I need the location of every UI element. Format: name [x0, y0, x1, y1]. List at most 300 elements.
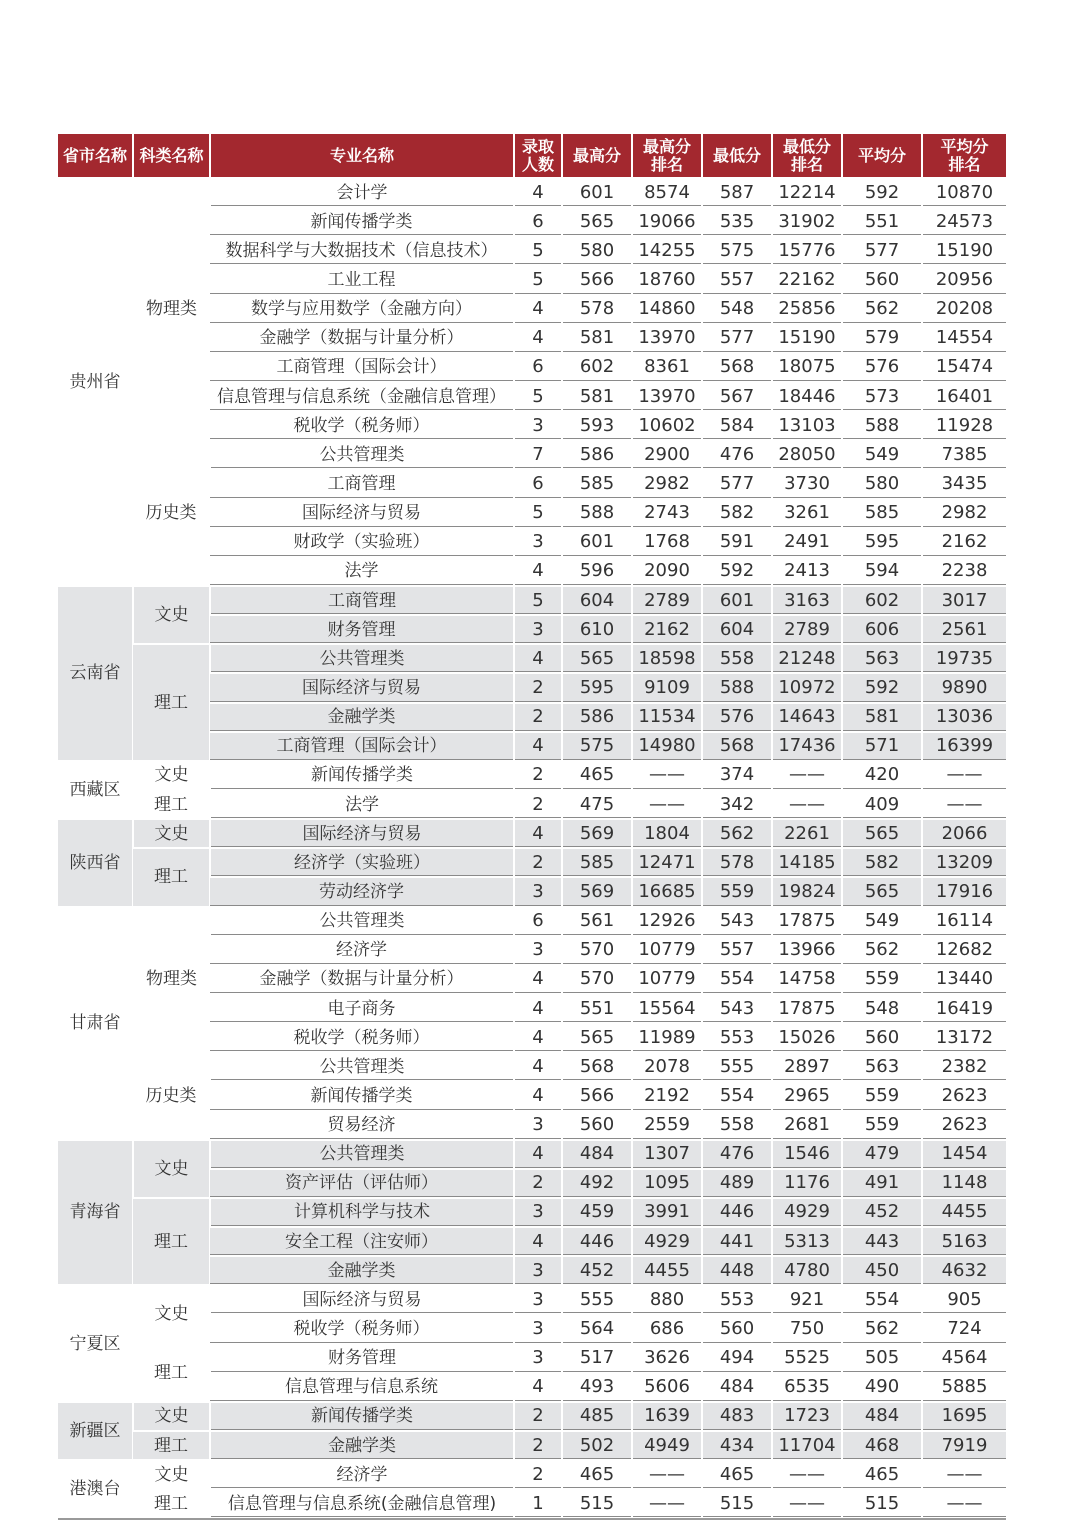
category-cell: 物理类 [133, 907, 210, 1053]
enrolled-cell: 4 [514, 1052, 562, 1081]
major-cell: 公共管理类 [210, 440, 514, 469]
min-score-cell: 557 [702, 936, 772, 965]
max-rank-cell: 8361 [632, 353, 702, 382]
max-rank-cell: 16685 [632, 877, 702, 906]
min-rank-cell: 6535 [772, 1373, 842, 1402]
category-cell: 理工 [133, 1198, 210, 1285]
major-cell: 税收学（税务师） [210, 1314, 514, 1343]
province-cell: 新疆区 [58, 1402, 133, 1460]
avg-score-cell: 490 [842, 1373, 922, 1402]
max-score-cell: 566 [562, 265, 632, 294]
min-score-cell: 448 [702, 1256, 772, 1285]
enrolled-cell: 6 [514, 207, 562, 236]
enrolled-cell: 3 [514, 1314, 562, 1343]
major-cell: 财务管理 [210, 1344, 514, 1373]
major-cell: 经济学 [210, 936, 514, 965]
min-rank-cell: 28050 [772, 440, 842, 469]
table-row [58, 1431, 1006, 1460]
min-rank-cell: 4929 [772, 1198, 842, 1227]
major-cell: 公共管理类 [210, 644, 514, 673]
enrolled-cell: 3 [514, 936, 562, 965]
category-cell: 理工 [133, 1489, 210, 1517]
avg-rank-cell: 16419 [922, 994, 1006, 1023]
max-rank-cell: 13970 [632, 324, 702, 353]
avg-rank-cell: 2238 [922, 557, 1006, 586]
enrolled-cell: 4 [514, 644, 562, 673]
avg-score-cell: 573 [842, 382, 922, 411]
max-rank-cell: 2162 [632, 615, 702, 644]
avg-rank-cell: 17916 [922, 877, 1006, 906]
max-score-cell: 595 [562, 673, 632, 702]
enrolled-cell: 3 [514, 528, 562, 557]
avg-score-cell: 562 [842, 1314, 922, 1343]
max-rank-cell: 2743 [632, 499, 702, 528]
admission-scores-table [58, 134, 1006, 1517]
min-rank-cell: 2789 [772, 615, 842, 644]
header-max-rank [632, 134, 702, 178]
min-score-cell: 446 [702, 1198, 772, 1227]
major-cell: 金融学类 [210, 1431, 514, 1460]
min-rank-cell: 5525 [772, 1344, 842, 1373]
category-cell: 理工 [133, 644, 210, 761]
major-cell: 公共管理类 [210, 907, 514, 936]
avg-rank-cell: 4632 [922, 1256, 1006, 1285]
major-cell: 信息管理与信息系统(金融信息管理) [210, 1489, 514, 1517]
major-cell: 国际经济与贸易 [210, 673, 514, 702]
max-rank-cell: 2559 [632, 1111, 702, 1140]
min-score-cell: 553 [702, 1285, 772, 1314]
avg-score-cell: 479 [842, 1140, 922, 1169]
min-score-cell: 489 [702, 1169, 772, 1198]
avg-score-cell: 559 [842, 965, 922, 994]
min-rank-cell: 3163 [772, 586, 842, 615]
major-cell: 工商管理 [210, 586, 514, 615]
max-score-cell: 452 [562, 1256, 632, 1285]
min-score-cell: 584 [702, 411, 772, 440]
enrolled-cell: 4 [514, 1373, 562, 1402]
min-score-cell: 484 [702, 1373, 772, 1402]
max-score-cell: 580 [562, 236, 632, 265]
max-score-cell: 492 [562, 1169, 632, 1198]
avg-score-cell: 468 [842, 1431, 922, 1460]
min-score-cell: 587 [702, 178, 772, 207]
category-cell: 物理类 [133, 178, 210, 440]
min-rank-cell: 12214 [772, 178, 842, 207]
major-cell: 新闻传播学类 [210, 1081, 514, 1110]
major-cell: 数学与应用数学（金融方向） [210, 295, 514, 324]
header-min-rank [772, 134, 842, 178]
min-rank-cell: 11704 [772, 1431, 842, 1460]
max-rank-cell: —— [632, 790, 702, 819]
avg-rank-cell: —— [922, 1489, 1006, 1517]
header-min-rank-text: 最低分排名 [782, 136, 831, 174]
province-cell: 云南省 [58, 586, 133, 761]
min-score-cell: 548 [702, 295, 772, 324]
max-rank-cell: 2900 [632, 440, 702, 469]
min-score-cell: 592 [702, 557, 772, 586]
max-score-cell: 459 [562, 1198, 632, 1227]
major-cell: 金融学类 [210, 703, 514, 732]
min-rank-cell: 25856 [772, 295, 842, 324]
enrolled-cell: 5 [514, 382, 562, 411]
avg-score-cell: 565 [842, 877, 922, 906]
min-rank-cell: 2897 [772, 1052, 842, 1081]
min-rank-cell: 14758 [772, 965, 842, 994]
max-rank-cell: 18598 [632, 644, 702, 673]
min-rank-cell: 21248 [772, 644, 842, 673]
header-enrolled-text: 录取人数 [521, 136, 554, 174]
min-rank-cell: —— [772, 1460, 842, 1489]
table-row [58, 1402, 1006, 1431]
min-rank-cell: 1176 [772, 1169, 842, 1198]
table-body [58, 178, 1006, 1517]
min-score-cell: 535 [702, 207, 772, 236]
table-row [58, 819, 1006, 848]
avg-score-cell: 594 [842, 557, 922, 586]
max-score-cell: 569 [562, 819, 632, 848]
max-score-cell: 493 [562, 1373, 632, 1402]
avg-score-cell: 515 [842, 1489, 922, 1517]
max-rank-cell: 14860 [632, 295, 702, 324]
max-rank-cell: 10602 [632, 411, 702, 440]
category-cell: 文史 [133, 761, 210, 790]
enrolled-cell: 4 [514, 965, 562, 994]
avg-rank-cell: 14554 [922, 324, 1006, 353]
min-score-cell: 604 [702, 615, 772, 644]
max-rank-cell: —— [632, 761, 702, 790]
avg-score-cell: 548 [842, 994, 922, 1023]
max-score-cell: 596 [562, 557, 632, 586]
max-rank-cell: 4455 [632, 1256, 702, 1285]
avg-score-cell: 409 [842, 790, 922, 819]
major-cell: 劳动经济学 [210, 877, 514, 906]
min-rank-cell: 17875 [772, 907, 842, 936]
avg-score-cell: 554 [842, 1285, 922, 1314]
enrolled-cell: 4 [514, 178, 562, 207]
major-cell: 财务管理 [210, 615, 514, 644]
avg-score-cell: 563 [842, 644, 922, 673]
min-rank-cell: 15776 [772, 236, 842, 265]
max-rank-cell: 9109 [632, 673, 702, 702]
max-rank-cell: 14980 [632, 732, 702, 761]
header-avg-rank-text: 平均分排名 [940, 136, 989, 174]
table-row [58, 907, 1006, 936]
major-cell: 工业工程 [210, 265, 514, 294]
avg-rank-cell: —— [922, 761, 1006, 790]
major-cell: 财政学（实验班） [210, 528, 514, 557]
avg-rank-cell: 724 [922, 1314, 1006, 1343]
max-score-cell: 601 [562, 178, 632, 207]
major-cell: 新闻传播学类 [210, 1402, 514, 1431]
enrolled-cell: 2 [514, 1169, 562, 1198]
avg-score-cell: 595 [842, 528, 922, 557]
min-score-cell: 578 [702, 848, 772, 877]
major-cell: 贸易经济 [210, 1111, 514, 1140]
min-rank-cell: 31902 [772, 207, 842, 236]
province-cell: 贵州省 [58, 178, 133, 586]
header-max-rank-text: 最高分排名 [642, 136, 691, 174]
min-score-cell: 591 [702, 528, 772, 557]
major-cell: 资产评估（评估师） [210, 1169, 514, 1198]
avg-score-cell: 585 [842, 499, 922, 528]
avg-score-cell: 559 [842, 1081, 922, 1110]
max-score-cell: 570 [562, 936, 632, 965]
max-score-cell: 602 [562, 353, 632, 382]
min-score-cell: 555 [702, 1052, 772, 1081]
min-score-cell: 576 [702, 703, 772, 732]
max-score-cell: 586 [562, 703, 632, 732]
max-score-cell: 566 [562, 1081, 632, 1110]
avg-score-cell: 581 [842, 703, 922, 732]
avg-rank-cell: 5885 [922, 1373, 1006, 1402]
avg-rank-cell: 2623 [922, 1081, 1006, 1110]
avg-rank-cell: 20208 [922, 295, 1006, 324]
avg-score-cell: 560 [842, 265, 922, 294]
min-rank-cell: 5313 [772, 1227, 842, 1256]
table-row [58, 1460, 1006, 1489]
category-cell: 历史类 [133, 1052, 210, 1139]
min-score-cell: 567 [702, 382, 772, 411]
major-cell: 法学 [210, 557, 514, 586]
min-rank-cell: 14185 [772, 848, 842, 877]
max-score-cell: 565 [562, 207, 632, 236]
max-rank-cell: 3991 [632, 1198, 702, 1227]
enrolled-cell: 6 [514, 469, 562, 498]
max-score-cell: 475 [562, 790, 632, 819]
enrolled-cell: 4 [514, 1023, 562, 1052]
header-province: 省市名称 [58, 134, 133, 178]
table-row [58, 790, 1006, 819]
max-rank-cell: 8574 [632, 178, 702, 207]
max-rank-cell: 880 [632, 1285, 702, 1314]
max-score-cell: 581 [562, 324, 632, 353]
enrolled-cell: 4 [514, 295, 562, 324]
max-score-cell: 585 [562, 848, 632, 877]
max-score-cell: 578 [562, 295, 632, 324]
max-score-cell: 561 [562, 907, 632, 936]
max-rank-cell: 2982 [632, 469, 702, 498]
min-rank-cell: 17436 [772, 732, 842, 761]
major-cell: 会计学 [210, 178, 514, 207]
avg-rank-cell: 15474 [922, 353, 1006, 382]
avg-score-cell: 582 [842, 848, 922, 877]
header-max-score: 最高分 [562, 134, 632, 178]
min-score-cell: 543 [702, 907, 772, 936]
avg-score-cell: 577 [842, 236, 922, 265]
table-row [58, 1140, 1006, 1169]
avg-rank-cell: 1148 [922, 1169, 1006, 1198]
min-score-cell: 476 [702, 440, 772, 469]
max-rank-cell: 1639 [632, 1402, 702, 1431]
major-cell: 金融学（数据与计量分析） [210, 965, 514, 994]
avg-rank-cell: 16401 [922, 382, 1006, 411]
avg-score-cell: 571 [842, 732, 922, 761]
category-cell: 理工 [133, 790, 210, 819]
min-score-cell: 568 [702, 732, 772, 761]
enrolled-cell: 2 [514, 1460, 562, 1489]
max-rank-cell: 3626 [632, 1344, 702, 1373]
enrolled-cell: 2 [514, 1431, 562, 1460]
avg-score-cell: 452 [842, 1198, 922, 1227]
avg-rank-cell: 13440 [922, 965, 1006, 994]
avg-rank-cell: 20956 [922, 265, 1006, 294]
major-cell: 信息管理与信息系统 [210, 1373, 514, 1402]
avg-rank-cell: 905 [922, 1285, 1006, 1314]
min-score-cell: 575 [702, 236, 772, 265]
max-score-cell: 515 [562, 1489, 632, 1517]
major-cell: 新闻传播学类 [210, 207, 514, 236]
province-cell: 港澳台 [58, 1460, 133, 1517]
min-rank-cell: 750 [772, 1314, 842, 1343]
max-rank-cell: 13970 [632, 382, 702, 411]
major-cell: 信息管理与信息系统（金融信息管理） [210, 382, 514, 411]
enrolled-cell: 2 [514, 790, 562, 819]
avg-score-cell: 549 [842, 907, 922, 936]
min-rank-cell: —— [772, 790, 842, 819]
min-score-cell: 577 [702, 324, 772, 353]
major-cell: 经济学 [210, 1460, 514, 1489]
min-rank-cell: —— [772, 1489, 842, 1517]
major-cell: 新闻传播学类 [210, 761, 514, 790]
max-score-cell: 564 [562, 1314, 632, 1343]
max-score-cell: 565 [562, 1023, 632, 1052]
max-rank-cell: —— [632, 1460, 702, 1489]
min-score-cell: 577 [702, 469, 772, 498]
max-rank-cell: 15564 [632, 994, 702, 1023]
avg-score-cell: 592 [842, 178, 922, 207]
min-score-cell: 601 [702, 586, 772, 615]
table-row [58, 848, 1006, 877]
header-enrolled [514, 134, 562, 178]
enrolled-cell: 3 [514, 1111, 562, 1140]
avg-score-cell: 588 [842, 411, 922, 440]
category-cell: 文史 [133, 586, 210, 644]
min-rank-cell: 17875 [772, 994, 842, 1023]
enrolled-cell: 3 [514, 1285, 562, 1314]
province-cell: 宁夏区 [58, 1285, 133, 1402]
avg-rank-cell: 7919 [922, 1431, 1006, 1460]
header-row [58, 134, 1006, 178]
major-cell: 计算机科学与技术 [210, 1198, 514, 1227]
min-score-cell: 588 [702, 673, 772, 702]
enrolled-cell: 2 [514, 848, 562, 877]
min-score-cell: 560 [702, 1314, 772, 1343]
major-cell: 税收学（税务师） [210, 1023, 514, 1052]
max-score-cell: 588 [562, 499, 632, 528]
enrolled-cell: 1 [514, 1489, 562, 1517]
enrolled-cell: 3 [514, 877, 562, 906]
header-avg-rank [922, 134, 1006, 178]
enrolled-cell: 4 [514, 1140, 562, 1169]
avg-rank-cell: 13209 [922, 848, 1006, 877]
avg-rank-cell: 10870 [922, 178, 1006, 207]
max-score-cell: 484 [562, 1140, 632, 1169]
max-rank-cell: 4929 [632, 1227, 702, 1256]
avg-rank-cell: —— [922, 1460, 1006, 1489]
max-score-cell: 446 [562, 1227, 632, 1256]
enrolled-cell: 5 [514, 265, 562, 294]
enrolled-cell: 3 [514, 615, 562, 644]
avg-score-cell: 443 [842, 1227, 922, 1256]
max-rank-cell: 686 [632, 1314, 702, 1343]
max-rank-cell: 14255 [632, 236, 702, 265]
max-rank-cell: 10779 [632, 965, 702, 994]
min-rank-cell: 18446 [772, 382, 842, 411]
avg-score-cell: 606 [842, 615, 922, 644]
enrolled-cell: 3 [514, 1344, 562, 1373]
max-rank-cell: 4949 [632, 1431, 702, 1460]
min-rank-cell: 2965 [772, 1081, 842, 1110]
max-score-cell: 601 [562, 528, 632, 557]
min-rank-cell: 1723 [772, 1402, 842, 1431]
avg-rank-cell: 24573 [922, 207, 1006, 236]
enrolled-cell: 2 [514, 703, 562, 732]
avg-rank-cell: 2561 [922, 615, 1006, 644]
avg-rank-cell: 16114 [922, 907, 1006, 936]
avg-score-cell: 563 [842, 1052, 922, 1081]
avg-rank-cell: 12682 [922, 936, 1006, 965]
table-row [58, 761, 1006, 790]
enrolled-cell: 4 [514, 1081, 562, 1110]
min-score-cell: 582 [702, 499, 772, 528]
avg-rank-cell: 16399 [922, 732, 1006, 761]
max-score-cell: 570 [562, 965, 632, 994]
max-score-cell: 551 [562, 994, 632, 1023]
min-rank-cell: 15026 [772, 1023, 842, 1052]
major-cell: 国际经济与贸易 [210, 1285, 514, 1314]
max-score-cell: 610 [562, 615, 632, 644]
enrolled-cell: 5 [514, 236, 562, 265]
major-cell: 公共管理类 [210, 1140, 514, 1169]
avg-score-cell: 602 [842, 586, 922, 615]
avg-score-cell: 420 [842, 761, 922, 790]
max-rank-cell: 2090 [632, 557, 702, 586]
min-rank-cell: 2261 [772, 819, 842, 848]
avg-rank-cell: 7385 [922, 440, 1006, 469]
category-cell: 理工 [133, 848, 210, 906]
min-score-cell: 568 [702, 353, 772, 382]
avg-score-cell: 549 [842, 440, 922, 469]
major-cell: 国际经济与贸易 [210, 499, 514, 528]
avg-rank-cell: 2162 [922, 528, 1006, 557]
major-cell: 经济学（实验班） [210, 848, 514, 877]
major-cell: 数据科学与大数据技术（信息技术） [210, 236, 514, 265]
avg-rank-cell: 1454 [922, 1140, 1006, 1169]
avg-score-cell: 559 [842, 1111, 922, 1140]
enrolled-cell: 2 [514, 1402, 562, 1431]
min-score-cell: 441 [702, 1227, 772, 1256]
header-major: 专业名称 [210, 134, 514, 178]
enrolled-cell: 7 [514, 440, 562, 469]
enrolled-cell: 4 [514, 819, 562, 848]
enrolled-cell: 4 [514, 324, 562, 353]
avg-rank-cell: 13172 [922, 1023, 1006, 1052]
min-score-cell: 559 [702, 877, 772, 906]
max-rank-cell: 11534 [632, 703, 702, 732]
avg-rank-cell: 3435 [922, 469, 1006, 498]
min-rank-cell: 14643 [772, 703, 842, 732]
avg-rank-cell: 2066 [922, 819, 1006, 848]
enrolled-cell: 3 [514, 1198, 562, 1227]
avg-rank-cell: 2982 [922, 499, 1006, 528]
enrolled-cell: 5 [514, 499, 562, 528]
max-score-cell: 517 [562, 1344, 632, 1373]
max-score-cell: 581 [562, 382, 632, 411]
min-score-cell: 476 [702, 1140, 772, 1169]
min-rank-cell: 10972 [772, 673, 842, 702]
min-score-cell: 483 [702, 1402, 772, 1431]
min-rank-cell: 22162 [772, 265, 842, 294]
